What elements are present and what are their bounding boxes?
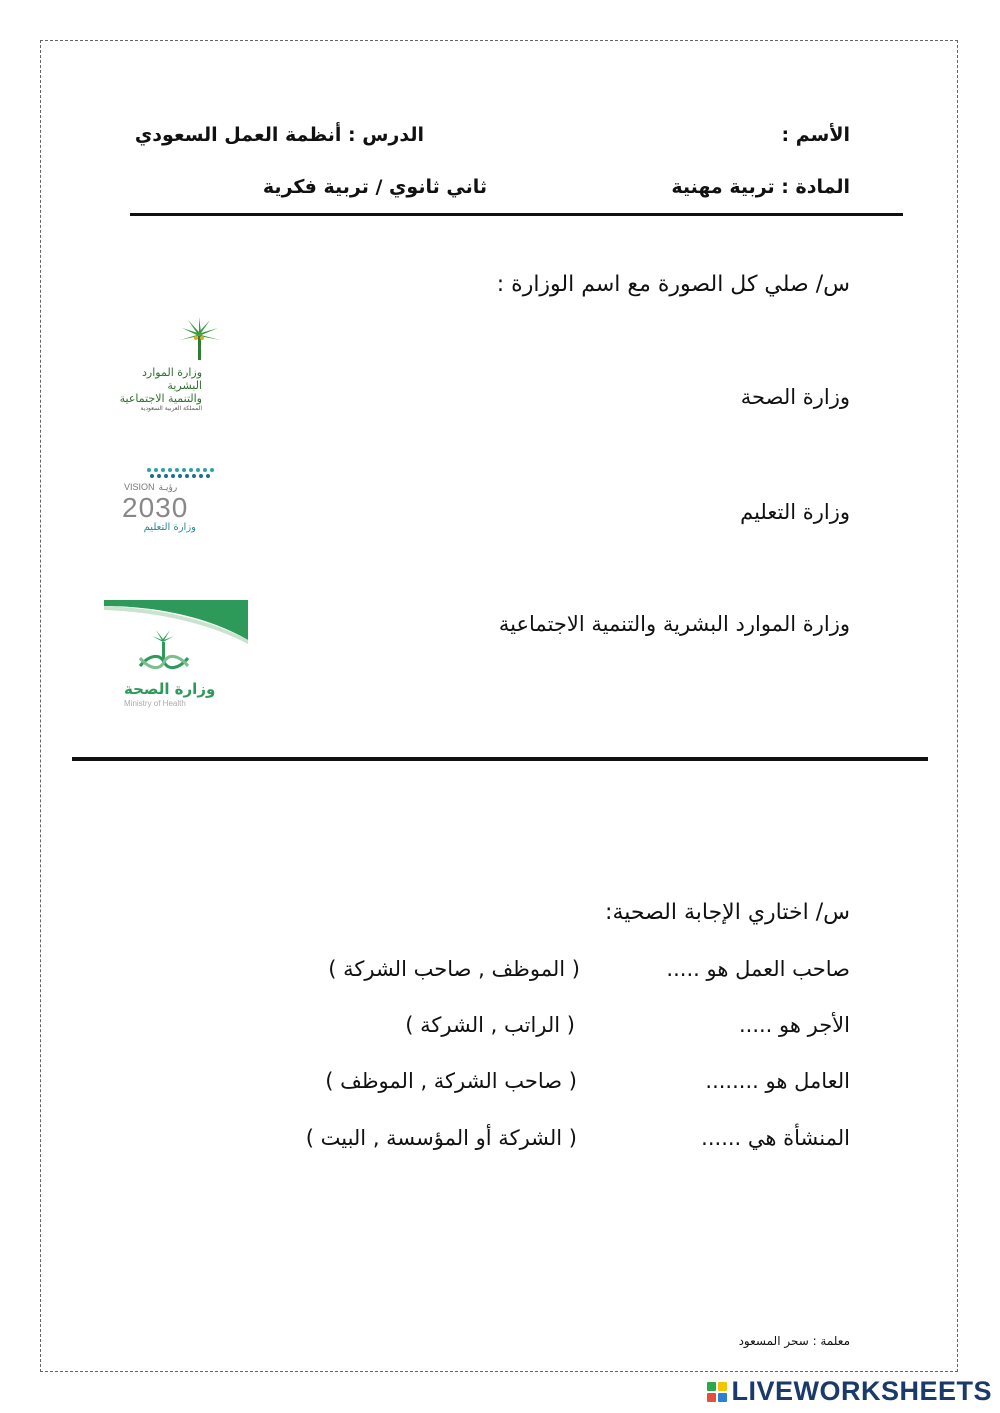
item-stem-1: صاحب العمل هو .....	[666, 957, 850, 981]
vision-label: VISION	[124, 482, 155, 492]
education-logo-name: وزارة التعليم	[143, 522, 196, 533]
dots-icon	[144, 466, 240, 480]
ministry-health-label: وزارة الصحة	[740, 385, 850, 409]
lesson-title: الدرس : أنظمة العمل السعودي	[134, 124, 424, 146]
item-options-2[interactable]: ( الراتب , الشركة )	[405, 1013, 575, 1037]
vision-arabic: رؤيـة	[158, 483, 178, 493]
item-options-3[interactable]: ( صاحب الشركة , الموظف )	[325, 1069, 577, 1093]
subject-label: المادة : تربية مهنية	[671, 176, 850, 198]
matching-question: س/ صلي كل الصورة مع اسم الوزارة :	[496, 272, 850, 297]
choice-question: س/ اختاري الإجابة الصحية:	[605, 900, 850, 925]
item-options-4[interactable]: ( الشركة أو المؤسسة , البيت )	[305, 1126, 577, 1150]
health-ministry-logo[interactable]	[104, 600, 248, 712]
ministry-hr-label: وزارة الموارد البشرية والتنمية الاجتماعية	[498, 612, 850, 636]
hr-ministry-logo[interactable]	[106, 316, 226, 412]
hr-logo-line2: والتنمية الاجتماعية	[119, 392, 202, 405]
liveworksheets-logo[interactable]	[707, 1376, 992, 1407]
liveworksheets-badge-icon	[707, 1382, 727, 1402]
health-logo-english: Ministry of Health	[124, 699, 186, 708]
hr-logo-line3: المملكة العربية السعودية	[140, 405, 202, 412]
palm-tree-icon	[106, 316, 226, 362]
item-stem-2: الأجر هو .....	[738, 1013, 850, 1037]
health-logo-name: وزارة الصحة	[124, 680, 216, 698]
vision-year: 2030	[122, 492, 189, 523]
item-options-1[interactable]: ( الموظف , صاحب الشركة )	[328, 957, 580, 981]
grade-label: ثاني ثانوي / تربية فكرية	[262, 176, 487, 198]
header-divider	[130, 213, 903, 216]
item-stem-4: المنشأة هي ......	[701, 1126, 850, 1150]
footer	[0, 1369, 1000, 1413]
hr-logo-line1: وزارة الموارد البشرية	[142, 366, 202, 392]
ministry-education-label: وزارة التعليم	[740, 500, 850, 524]
name-label: الأسم :	[781, 124, 850, 146]
education-ministry-logo[interactable]	[120, 466, 220, 538]
item-stem-3: العامل هو ........	[705, 1069, 850, 1093]
section-divider	[72, 757, 928, 761]
liveworksheets-wordmark: LIVEWORKSHEETS	[731, 1376, 992, 1406]
teacher-name: معلمة : سحر المسعود	[738, 1334, 850, 1348]
